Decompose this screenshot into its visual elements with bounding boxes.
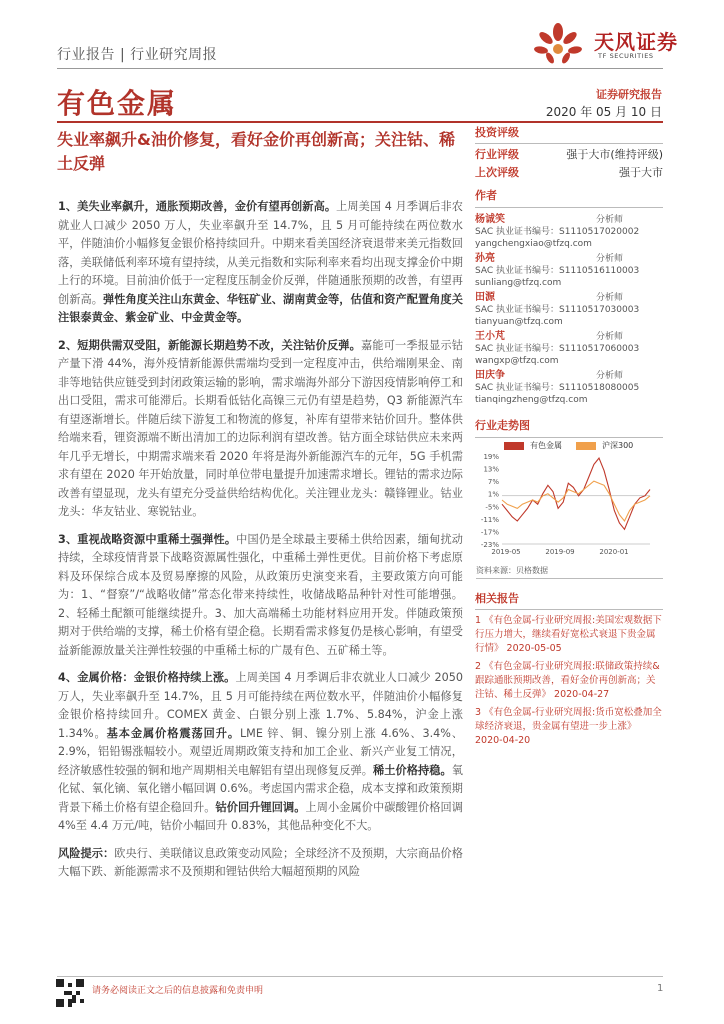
sector-title: 有色金属: [57, 87, 178, 120]
author-email[interactable]: tianyuan@tfzq.com: [475, 317, 563, 327]
author-name: 杨诚笑: [475, 214, 505, 225]
author-email[interactable]: wangxp@tfzq.com: [475, 356, 559, 366]
y-tick-label: -11%: [480, 515, 499, 524]
report-category: 行业报告 | 行业研究周报: [57, 47, 218, 63]
author-sac: SAC 执业证书编号：S1110518080005: [475, 383, 640, 393]
author-role: 分析师: [595, 254, 623, 264]
report-date: 2020 年 05 月 10 日: [545, 105, 662, 119]
y-tick-label: -23%: [480, 541, 499, 549]
paragraph-rare-earth: 3、重视战略资源中重稀土强弹性。中国仍是全球最主要稀土供给因素，缅甸扰动持续，全球疫情背景下战略资源属性强化，中重稀土弹性更优。目前价格下考虑原料及环保综合成本及贸易摩擦的风险，从政策历史演变来看，主要政策方向可能为：1、“督察”/“战略收储”常态化带来持续性，收储战略品种针对性可能增强。2、轻稀土配额可能继续提升。3、加大高端稀土功能材料应用开发。伴随政策预期对于供给端的支撑，稀土价格有望企稳。长期看需求修复仍是核心影响，有望受益新能源放量关注弹性较强的中重稀土标的广晟有色、五矿稀土等。: [58, 532, 463, 657]
industry-rating: 行业评级 强于大市(维持评级): [475, 148, 663, 161]
header-divider: [57, 68, 663, 69]
author-email[interactable]: sunliang@tfzq.com: [475, 278, 562, 288]
author-role: 分析师: [595, 293, 623, 303]
y-tick-label: -5%: [485, 503, 499, 512]
legend-swatch-1: [504, 442, 524, 450]
related-heading: 相关报告: [475, 592, 519, 605]
logo-text: 天风证券: [594, 30, 678, 54]
y-tick-label: 7%: [487, 478, 499, 487]
disclaimer-text: 请务必阅读正文之后的信息披露和免责申明: [92, 986, 264, 996]
qr-code-icon: [56, 979, 84, 1007]
author-name: 王小芃: [475, 331, 505, 342]
x-tick-label: 2019-09: [545, 548, 575, 556]
tf-logo-icon: [530, 22, 586, 66]
author-entry: [475, 370, 663, 406]
title-divider: [57, 121, 663, 123]
author-sac: SAC 执业证书编号：S1110517030003: [475, 305, 640, 315]
report-body: [58, 198, 463, 891]
author-email[interactable]: tianqingzheng@tfzq.com: [475, 395, 588, 405]
authors-block: [475, 187, 663, 409]
legend-swatch-2: [576, 442, 596, 450]
related-report-link[interactable]: 2 《有色金属-行业研究周报:联储政策持续&跟踪通胀预期改善，看好金价再创新高；关注钴、稀土反弹》 2020-04-27: [475, 661, 660, 700]
y-tick-label: -17%: [480, 528, 499, 537]
y-tick-label: 19%: [483, 453, 499, 461]
report-type: 证券研究报告: [596, 88, 662, 101]
author-name: 田庆争: [475, 370, 505, 381]
author-name: 孙亮: [475, 253, 495, 264]
previous-rating: 上次评级 强于大市: [475, 166, 663, 179]
author-sac: SAC 执业证书编号：S1110516110003: [475, 266, 640, 276]
paragraph-metal-prices: 4、金属价格：金银价格持续上涨。上周美国 4 月季调后非农就业人口减少 2050 万人，失业率飙升至 14.7%，且 5 月可能持续在两位数水平，伴随油价小幅修复金银价格持续回升。COMEX 黄金、白银分别上涨 1.7%、5.84%，沪金上涨 1.34%。基本金属价格震荡回升。LME 锌、铜、镍分别上涨 4.6%、3.4%、2.9%，铝铅锡涨幅较小。观望近周期政策支持和加工企业、新兴产业复工情况，经济敏感性较强的铜和地产周期相关电解铝有望出现修复反弹。稀土价格持稳。氧化铽、氧化镝、氧化镨小幅回调 0.6%。考虑国内需求企稳，成本支撑和政策预期背景下稀土价格有望企稳回升。钴价回升锂回调。上周小金属价中碳酸锂价格回调 4%至 4.4 万元/吨，钴价小幅回升 0.83%，其他品种变化不大。: [58, 671, 463, 832]
trend-heading: 行业走势图: [475, 419, 530, 432]
author-role: 分析师: [595, 215, 623, 225]
author-entry: [475, 214, 663, 250]
trend-block: [475, 417, 663, 442]
paragraph-gold: 1、美失业率飙升，通胀预期改善，金价有望再创新高。上周美国 4 月季调后非农就业人口减少 2050 万人，失业率飙升至 14.7%，且 5 月可能持续在两位数水平，伴随油价小幅修复金银价格持续回升。中期来看美国经济衰退带来美元指数回落，美联储低利率环境有望持续，从美元指数和实际利率来看均出现支撑金价中期上行的环境。目前油价低于一定程度压制金价反弹，伴随通胀预期的改善，有望再创新高。弹性角度关注山东黄金、华钰矿业、湖南黄金等，估值和资产配置角度关注银泰黄金、紫金矿业、中金黄金等。: [58, 200, 463, 324]
author-entry: [475, 253, 663, 289]
chart-legend: 有色金属 沪深300: [504, 440, 633, 451]
related-report-link[interactable]: 1 《有色金属-行业研究周报:美国宏观数据下行压力增大，继续看好宽松式衰退下贵金属行情》 2020-05-05: [475, 615, 662, 654]
author-sac: SAC 执业证书编号：S1110517020002: [475, 227, 640, 237]
series-line-1: [502, 458, 650, 529]
paragraph-cobalt: 2、短期供需双受阻，新能源长期趋势不改，关注钴价反弹。嘉能可一季报显示钴产量下滑 44%，海外疫情新能源供需端均受到一定程度冲击，供给端刚果金、南非等地钴供应链受到封闭政策运输的影响，需求端海外部分下游因疫情影响停工和出口受阻，需求可能滞后。长期看低钴化高镍三元仍有望是趋势，Q3 新能源汽车有望逐渐增长。伴随后续下游复工和物流的修复，补库有望带来钴价回升。整体供给端来看，锂资源端不断出清加工的边际利润有望改善。钴方面全球钴供应未来两年几乎无增长，中期需求端来看 2020 年将是海外新能源汽车的元年，5G 手机需求有望在 2020 年开始放量，同时单位带电量提升加速需求增长。锂钴的需求边际改善有望显现，龙头有望充分受益供给结构优化。关注锂业龙头：赣锋锂业。钴业龙头：华友钴业、寒锐钴业。: [58, 338, 463, 518]
author-entry: [475, 292, 663, 328]
author-entry: [475, 331, 663, 367]
x-tick-label: 2019-05: [491, 548, 521, 556]
author-name: 田源: [475, 292, 495, 303]
y-tick-label: 13%: [483, 465, 499, 474]
author-email[interactable]: yangchengxiao@tfzq.com: [475, 239, 592, 249]
paragraph-risk: 风险提示：欧央行、美联储议息政策变动风险；全球经济不及预期，大宗商品价格大幅下跌、新能源需求不及预期和锂钴供给大幅超预期的风险: [58, 846, 463, 878]
chart-source: 资料来源：贝格数据: [476, 566, 548, 575]
author-role: 分析师: [595, 332, 623, 342]
y-tick-label: 1%: [487, 490, 499, 499]
authors-heading: 作者: [475, 189, 497, 202]
rating-block: [475, 124, 663, 182]
related-report-link[interactable]: 3 《有色金属-行业研究周报:货币宽松叠加全球经济衰退，贵金属有望进一步上涨》 2020-04-20: [475, 707, 662, 746]
page-number: 1: [657, 983, 664, 994]
footer-divider: [57, 976, 663, 977]
rating-heading: 投资评级: [475, 126, 519, 139]
trend-chart: [476, 452, 654, 560]
author-sac: SAC 执业证书编号：S1110517060003: [475, 344, 640, 354]
author-role: 分析师: [595, 371, 623, 381]
logo-english: TF SECURITIES: [598, 52, 654, 60]
related-block: [475, 590, 663, 752]
series-line-2: [502, 481, 650, 521]
x-tick-label: 2020-01: [599, 548, 629, 556]
report-title: 失业率飙升&油价修复，看好金价再创新高；关注钴、稀土反弹: [57, 130, 455, 173]
